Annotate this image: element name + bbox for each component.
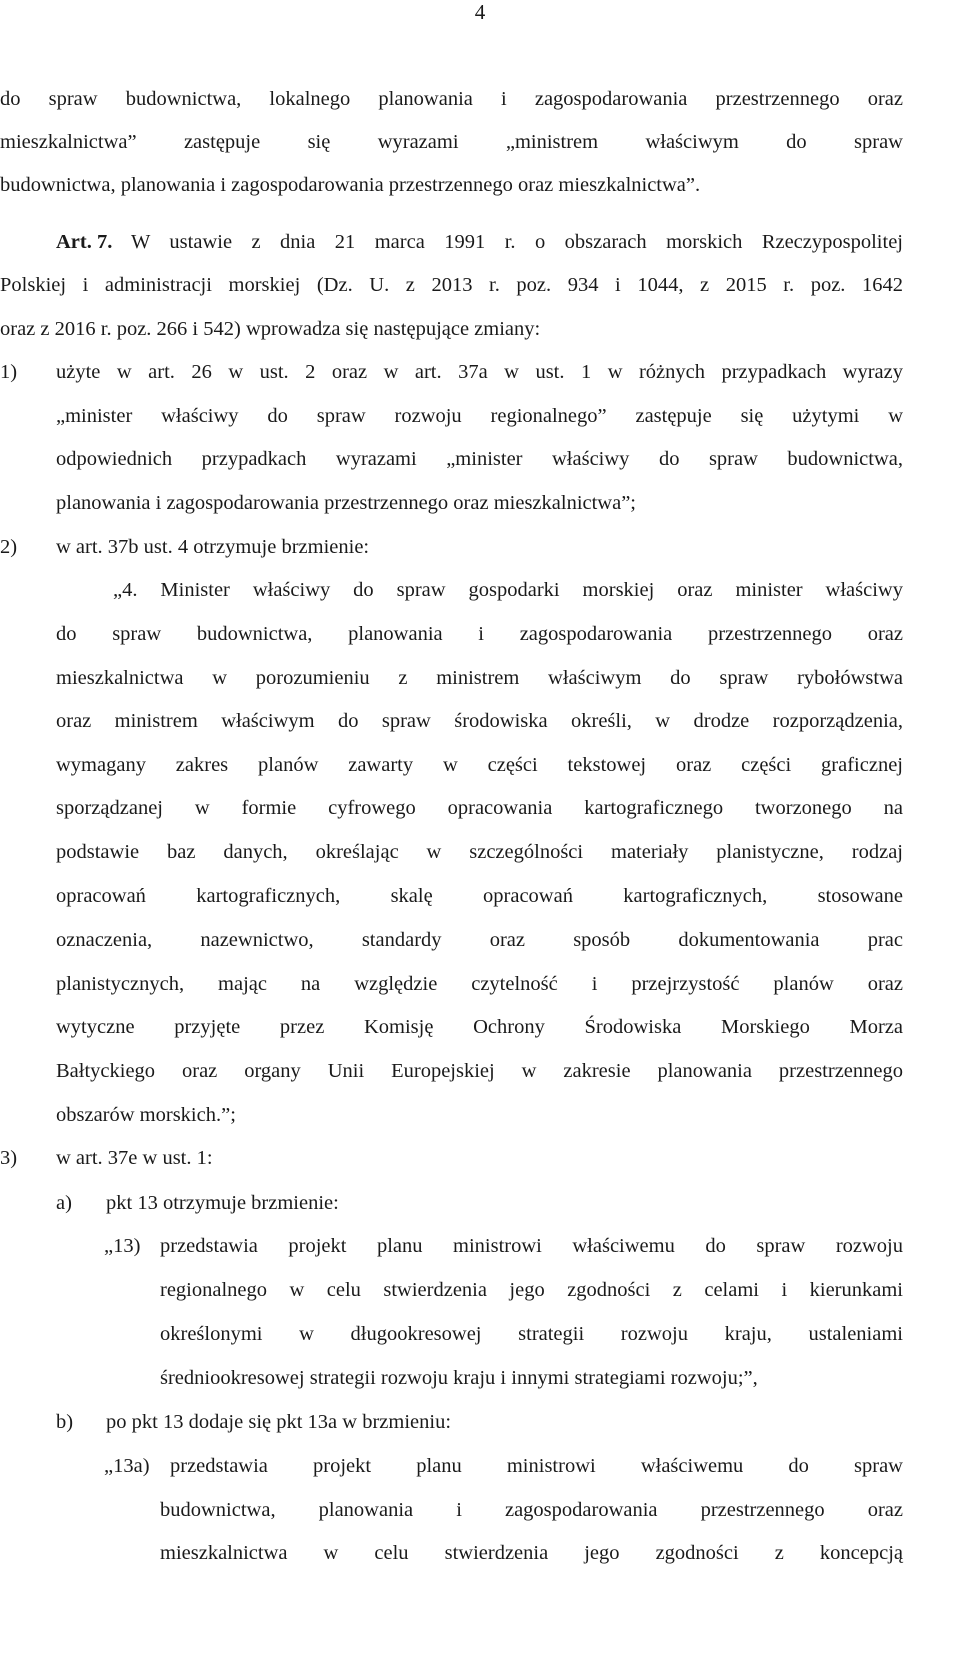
text-line: Polskiej i administracji morskiej (Dz. U. z 2013 r. poz. 934 i 1044, z 2015 r. poz. 1642 [0, 274, 903, 296]
text-line: do spraw budownictwa, planowania i zagospodarowania przestrzennego oraz [56, 623, 903, 645]
text-line: określonymi w długookresowej strategii rozwoju kraju, ustaleniami [160, 1323, 903, 1345]
text-line: pkt 13 otrzymuje brzmienie: [106, 1192, 339, 1214]
text-line: do spraw budownictwa, lokalnego planowania i zagospodarowania przestrzennego oraz [0, 88, 903, 110]
text-line: średniookresowej strategii rozwoju kraju i innymi strategiami rozwoju;”, [160, 1367, 758, 1389]
text-line: planistycznych, mając na względzie czytelność i przejrzystość planów oraz [56, 973, 903, 995]
text-line: oraz z 2016 r. poz. 266 i 542) wprowadza się następujące zmiany: [0, 318, 541, 340]
text-line: Bałtyckiego oraz organy Unii Europejskiej w zakresie planowania przestrzennego [56, 1060, 903, 1082]
letter-label: a) [56, 1192, 72, 1214]
text-line: użyte w art. 26 w ust. 2 oraz w art. 37a w ust. 1 w różnych przypadkach wyrazy [56, 361, 903, 383]
text-line: podstawie baz danych, określając w szczególności materiały planistyczne, rodzaj [56, 841, 903, 863]
text-line: mieszkalnictwa” zastępuje się wyrazami „ministrem właściwym do spraw [0, 131, 903, 153]
text-line: oznaczenia, nazewnictwo, standardy oraz sposób dokumentowania prac [56, 929, 903, 951]
point-label: 3) [0, 1147, 18, 1169]
text-line: oraz ministrem właściwym do spraw środowiska określi, w drodze rozporządzenia, [56, 710, 903, 732]
item-label: „13) [104, 1235, 141, 1257]
text-line: wymagany zakres planów zawarty w części tekstowej oraz części graficznej [56, 754, 903, 776]
text-line: sporządzanej w formie cyfrowego opracowania kartograficznego tworzonego na [56, 797, 903, 819]
text-line: wytyczne przyjęte przez Komisję Ochrony Środowiska Morskiego Morza [56, 1016, 903, 1038]
text-line: przedstawia projekt planu ministrowi właściwemu do spraw rozwoju [160, 1235, 903, 1257]
article-heading [56, 228, 112, 256]
text-line: przedstawia projekt planu ministrowi właściwemu do spraw [170, 1455, 903, 1477]
text-line: w art. 37b ust. 4 otrzymuje brzmienie: [56, 536, 370, 558]
text-line: w art. 37e w ust. 1: [56, 1147, 213, 1169]
text-line: mieszkalnictwa w celu stwierdzenia jego zgodności z koncepcją [160, 1542, 903, 1564]
item-label: „13a) [104, 1455, 150, 1477]
point-label: 2) [0, 536, 18, 558]
text-line: po pkt 13 dodaje się pkt 13a w brzmieniu: [106, 1411, 452, 1433]
text-line: „4. Minister właściwy do spraw gospodarki morskiej oraz minister właściwy [113, 579, 903, 601]
text-line: W ustawie z dnia 21 marca 1991 r. o obszarach morskich Rzeczypospolitej [131, 231, 903, 253]
text-line: mieszkalnictwa w porozumieniu z ministrem właściwym do spraw rybołówstwa [56, 667, 903, 689]
text-line: opracowań kartograficznych, skalę opracowań kartograficznych, stosowane [56, 885, 903, 907]
text-line: obszarów morskich.”; [56, 1104, 236, 1126]
text-line: odpowiednich przypadkach wyrazami „minister właściwy do spraw budownictwa, [56, 448, 903, 470]
text-line: planowania i zagospodarowania przestrzennego oraz mieszkalnictwa”; [56, 492, 637, 514]
text-line: budownictwa, planowania i zagospodarowania przestrzennego oraz [160, 1499, 903, 1521]
article-label: Art. 7. [56, 231, 113, 253]
text-line: budownictwa, planowania i zagospodarowania przestrzennego oraz mieszkalnictwa”. [0, 174, 701, 196]
page-number: 4 [474, 0, 486, 24]
text-line: regionalnego w celu stwierdzenia jego zgodności z celami i kierunkami [160, 1279, 903, 1301]
point-label: 1) [0, 361, 18, 383]
letter-label: b) [56, 1411, 74, 1433]
text-line: „minister właściwy do spraw rozwoju regionalnego” zastępuje się użytymi w [56, 405, 903, 427]
